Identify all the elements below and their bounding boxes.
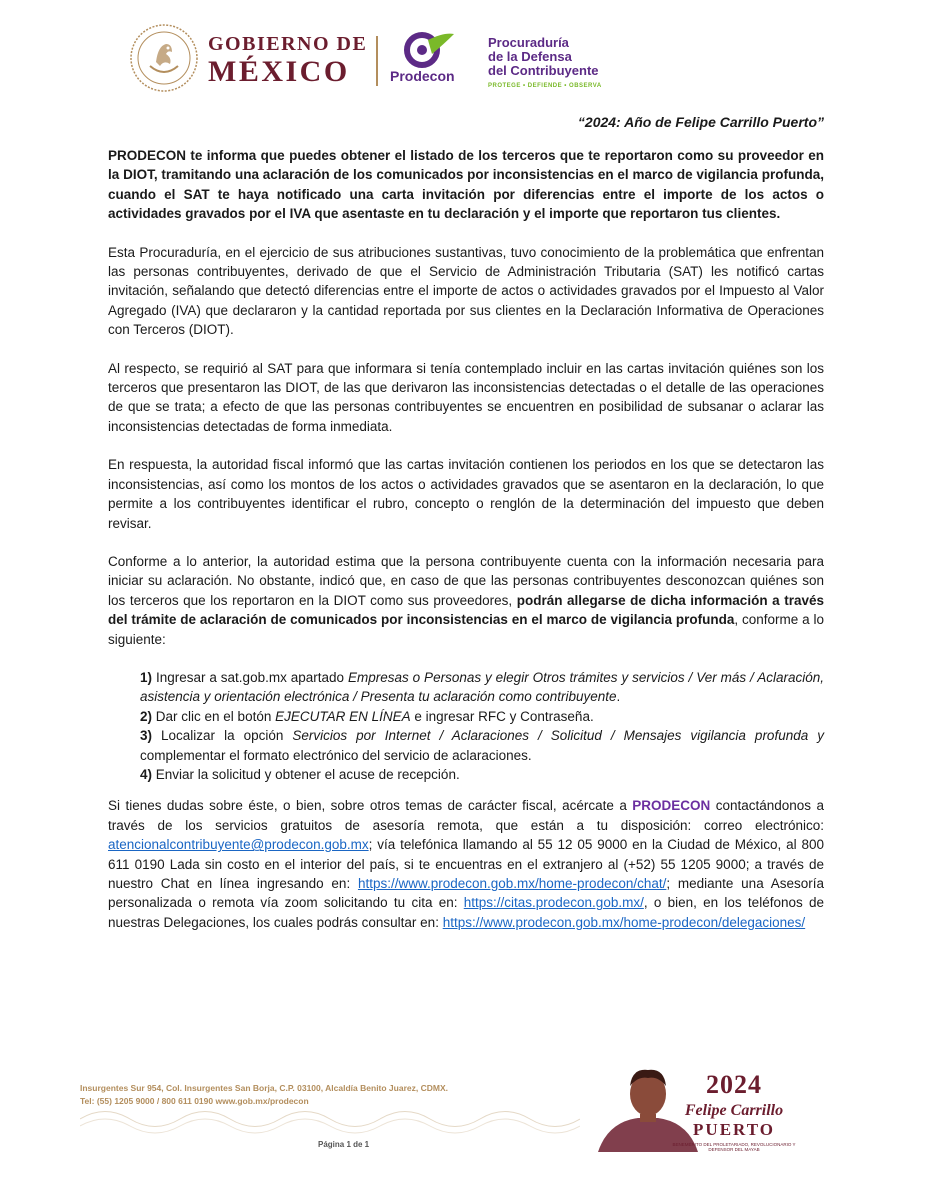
honoree-surname: PUERTO [693,1120,775,1139]
paragraph-2: Al respecto, se requirió al SAT para que informara si tenía contemplado incluir en las cartas invitación quiénes son los terceros que presentaron las DIOT, de las que derivaron las inconsistencias detectadas o el detalle de las operaciones de que se trata; a efecto de que las personas contribuyentes se encuentren en posibilidad de subsanar o aclarar las inconsistencias detectadas de forma inmediata. [108,360,824,434]
contact-text-4: ; mediante una Asesoría personalizada o remota vía zoom solicitando tu cita en: [108,876,824,911]
citas-link[interactable]: https://citas.prodecon.gob.mx/ [463,895,644,911]
step-text: Dar clic en el botón [155,708,276,724]
step-item [140,726,824,765]
prodecon-wordmark: Prodecon [390,68,455,84]
paragraph-4-text: Conforme a lo anterior, la autoridad estima que la persona contribuyente cuenta con la información necesaria para iniciar su aclaración. No obstante, indicó que, en caso de que las personas contribuyentes desconozcan quiénes son los terceros que los reportaron en la DIOT como sus proveedores, [108,553,824,608]
step-item [140,668,824,707]
step-text: Ingresar a sat.gob.mx apartado [155,669,348,685]
paragraph-1: Esta Procuraduría, en el ejercicio de sus atribuciones sustantivas, tuvo conocimiento de la problemática que enfrentan las personas contribuyentes, derivado de que el Servicio de Administración Tributaria (SAT) les notificó cartas invitación, señalando que detectó diferencias entre el importe de actos o actividades gravados por el Impuesto al Valor Agregado (IVA) que declararon y la cantidad reportada por sus clientes en la Declaración Informativa de Operaciones con Terceros (DIOT). [108,244,824,338]
step-number: 4) [140,766,153,782]
honoree-name: Felipe Carrillo [684,1102,784,1119]
paragraph-4-tail: , conforme a lo siguiente: [108,612,824,647]
chat-link[interactable]: https://www.prodecon.gob.mx/home-prodecon/chat/ [357,876,667,891]
prodecon-name-line-3: del Contribuyente [488,63,599,78]
contact-text-3: ; vía telefónica llamando al 55 12 05 9000 en la Ciudad de México, al 800 611 0190 Lada sin costo en el interior del país, si te encuentras en el extranjero al (+52) 55 1205 9000; a través de nuestro Chat en línea ingresando en: [108,837,824,891]
delegaciones-link[interactable]: https://www.prodecon.gob.mx/home-prodecon/delegaciones/ [442,914,806,930]
steps-list [140,668,824,784]
document-body [108,146,824,951]
honoree-tagline: BENEMÉRITO DEL PROLETARIADO, REVOLUCIONARIO Y DEFENSOR DEL MAYAB [672,1142,796,1152]
prodecon-brand-text: PRODECON [632,798,711,814]
gob-line-1: GOBIERNO DE [208,33,368,55]
paragraph-3: En respuesta, la autoridad fiscal informó que las cartas invitación contienen los periodos en los que se detectaron las inconsistencias, así como los montos de los actos o actividades gravados que se asentaron en la declaración, lo que permite a los contribuyentes identificar el rubro, concepto o renglón de la determinación del impuesto que deben revisar. [108,457,824,531]
letterhead [0,0,932,110]
step-path: Empresas o Personas y elegir Otros trámites y servicios / Ver más / Aclaración, asistencia y orientación electrónica / Presenta tu aclaración como contribuyente [140,669,824,705]
step-item [140,707,824,726]
year-motto: “2024: Año de Felipe Carrillo Puerto” [577,114,824,130]
footer-address-line-1: Insurgentes Sur 954, Col. Insurgentes San Borja, C.P. 03100, Alcaldía Benito Juarez, CDMX. [80,1083,448,1093]
contact-text-1: Si tienes dudas sobre éste, o bien, sobre otros temas de carácter fiscal, acércate a [108,798,633,814]
year-text: 2024 [706,1070,762,1099]
paragraph-4 [108,552,824,649]
paragraph-4-bold: podrán allegarse de dicha información a través del trámite de aclaración de comunicados por inconsistencias en el marco de vigilancia profunda [108,592,824,628]
gobierno-mexico-logo [208,34,367,87]
step-item [140,765,824,784]
contact-text-2: contactándonos a través de los servicios gratuitos de asesoría remota, que están a tu disposición: correo electrónico: [108,798,824,833]
step-number: 1) [140,669,153,685]
prodecon-name-line-2: de la Defensa [488,49,572,64]
step-tail: . [616,689,621,705]
felipe-carrillo-logo [666,1070,802,1152]
national-seal-icon [128,22,200,94]
step-text: Enviar la solicitud y obtener el acuse de recepción. [155,766,460,782]
page-number: Página 1 de 1 [318,1140,370,1149]
lead-paragraph: PRODECON te informa que puedes obtener el listado de los terceros que te reportaron como su proveedor en la DIOT, tramitando una aclaración de los comunicados por inconsistencias en el marco de vigilancia profunda, cuando el SAT te haya notificado una carta invitación por diferencias entre el importe de los actos o actividades gravados por el IVA que asentaste en tu declaración y el importe que reportaron tus clientes. [108,148,824,222]
step-path: Servicios por Internet / Aclaraciones / Solicitud / Mensajes vigilancia profunda y [292,728,824,744]
prodecon-fullname [488,36,602,93]
step-tail: complementar el formato electrónico del servicio de aclaraciones. [140,747,532,763]
contact-paragraph [108,796,824,932]
decorative-pattern-icon [80,1104,580,1134]
step-path: EJECUTAR EN LÍNEA [275,708,411,724]
prodecon-name-line-1: Procuraduría [488,35,569,50]
step-number: 2) [140,708,153,724]
contact-text-5: , o bien, en los teléfonos de nuestras Delegaciones, los cuales podrás consultar en: [108,895,824,930]
gob-line-2: MÉXICO [208,55,350,88]
email-link[interactable]: atencionalcontribuyente@prodecon.gob.mx [108,837,369,853]
prodecon-slogan: PROTEGE • DEFIENDE • OBSERVA [488,83,602,89]
step-text: Localizar la opción [161,728,293,744]
step-number: 3) [140,728,153,744]
footer-address-line-2: Tel: (55) 1205 9000 / 800 611 0190 www.gob.mx/prodecon [80,1096,309,1106]
step-tail: e ingresar RFC y Contraseña. [410,708,594,724]
logo-divider [376,36,378,86]
